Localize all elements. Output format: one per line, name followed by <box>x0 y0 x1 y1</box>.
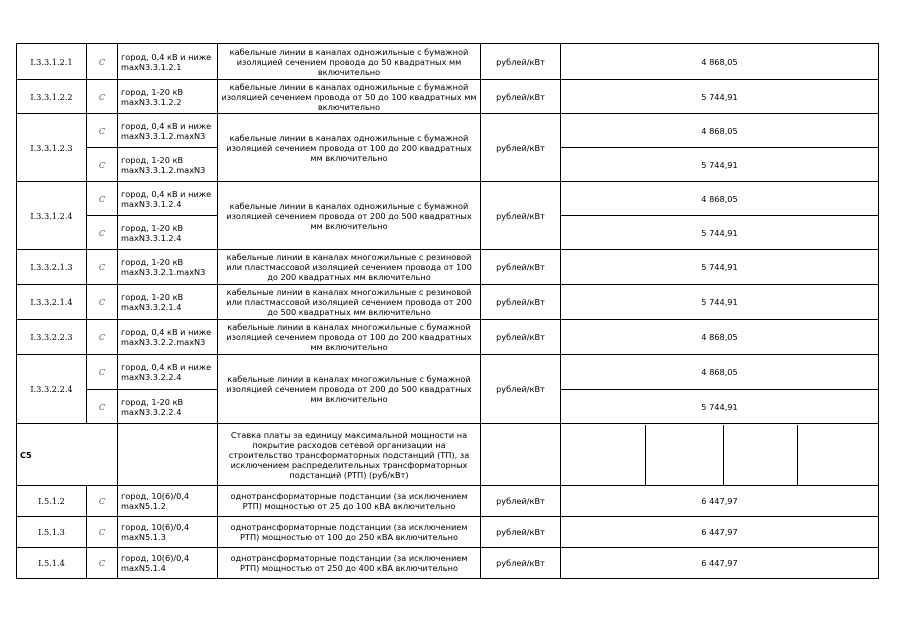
rate-symbol: C <box>87 486 118 517</box>
row-value: 5 744,91 <box>561 148 879 182</box>
row-unit: рублей/кВт <box>481 486 561 517</box>
empty-cell <box>118 424 218 486</box>
row-value: 6 447,97 <box>561 548 879 579</box>
row-unit: рублей/кВт <box>481 517 561 548</box>
row-description: кабельные линии в каналах многожильные с резиновой или пластмассовой изоляцией сечением провода от 100 до 200 квадратных мм включительно <box>218 250 481 285</box>
row-description: однотрансформаторные подстанции (за исключением РТП) мощностью от 250 до 400 кВА включительно <box>218 548 481 579</box>
rate-symbol: C <box>87 250 118 285</box>
section-description: Ставка платы за единицу максимальной мощности на покрытие расходов сетевой организации на строительство трансформаторных подстанций (ТП), за исключением распределительных трансформаторных подстанций (РТП) (руб/кВт) <box>218 424 481 486</box>
row-description: кабельные линии в каналах многожильные с бумажной изоляцией сечением провода от 200 до 500 квадратных мм включительно <box>218 355 481 424</box>
rate-symbol: C <box>87 182 118 216</box>
table-row <box>17 548 879 579</box>
row-code: I.5.1.4 <box>17 548 87 579</box>
table-row <box>17 486 879 517</box>
row-description: кабельные линии в каналах одножильные с бумажной изоляцией сечением провода до 50 квадратных мм включительно <box>218 44 481 80</box>
empty-cell <box>564 425 645 485</box>
row-unit: рублей/кВт <box>481 80 561 114</box>
voltage-level: город, 1-20 кВ maxN3.3.2.1.maxN3 <box>118 250 218 285</box>
row-code: I.5.1.2 <box>17 486 87 517</box>
rate-symbol: C <box>87 355 118 390</box>
rate-symbol: C <box>87 44 118 80</box>
row-value: 5 744,91 <box>561 250 879 285</box>
row-code: I.5.1.3 <box>17 517 87 548</box>
row-unit: рублей/кВт <box>481 285 561 320</box>
rate-symbol: C <box>87 80 118 114</box>
voltage-level: город, 10(6)/0,4 maxN5.1.2 <box>118 486 218 517</box>
voltage-level: город, 1-20 кВ maxN3.3.1.2.maxN3 <box>118 148 218 182</box>
voltage-level: город, 1-20 кВ maxN3.3.2.1.4 <box>118 285 218 320</box>
row-value: 4 868,05 <box>561 44 879 80</box>
table-row <box>17 250 879 285</box>
rate-symbol: C <box>87 548 118 579</box>
table-row <box>17 44 879 80</box>
row-description: кабельные линии в каналах одножильные с бумажной изоляцией сечением провода от 100 до 200 квадратных мм включительно <box>218 114 481 182</box>
row-unit: рублей/кВт <box>481 114 561 182</box>
row-unit: рублей/кВт <box>481 548 561 579</box>
voltage-level: город, 0,4 кВ и ниже maxN3.3.1.2.4 <box>118 182 218 216</box>
row-value: 4 868,05 <box>561 114 879 148</box>
row-unit: рублей/кВт <box>481 182 561 250</box>
empty-cell <box>481 424 561 486</box>
row-value: 6 447,97 <box>561 486 879 517</box>
row-code: I.3.3.1.2.1 <box>17 44 87 80</box>
empty-cell <box>645 425 723 485</box>
row-description: кабельные линии в каналах многожильные с резиновой или пластмассовой изоляцией сечением провода от 200 до 500 квадратных мм включительно <box>218 285 481 320</box>
table-row <box>17 80 879 114</box>
row-unit: рублей/кВт <box>481 355 561 424</box>
row-unit: рублей/кВт <box>481 320 561 355</box>
table-row <box>17 355 879 390</box>
row-code: I.3.3.1.2.3 <box>17 114 87 182</box>
empty-cell <box>797 425 875 485</box>
row-value: 6 447,97 <box>561 517 879 548</box>
voltage-level: город, 0,4 кВ и ниже maxN3.3.2.2.4 <box>118 355 218 390</box>
row-value: 5 744,91 <box>561 80 879 114</box>
row-value: 4 868,05 <box>561 182 879 216</box>
voltage-level: город, 1-20 кВ maxN3.3.1.2.2 <box>118 80 218 114</box>
row-description: кабельные линии в каналах многожильные с бумажной изоляцией сечением провода от 100 до 200 квадратных мм включительно <box>218 320 481 355</box>
row-code: I.3.3.1.2.2 <box>17 80 87 114</box>
row-description: однотрансформаторные подстанции (за исключением РТП) мощностью от 25 до 100 кВА включительно <box>218 486 481 517</box>
row-description: кабельные линии в каналах одножильные с бумажной изоляцией сечением провода от 200 до 500 квадратных мм включительно <box>218 182 481 250</box>
table-row <box>17 285 879 320</box>
rate-symbol: C <box>87 390 118 424</box>
voltage-level: город, 10(6)/0,4 maxN5.1.3 <box>118 517 218 548</box>
row-unit: рублей/кВт <box>481 250 561 285</box>
row-value: 5 744,91 <box>561 285 879 320</box>
row-value: 5 744,91 <box>561 390 879 424</box>
voltage-level: город, 0,4 кВ и ниже maxN3.3.2.2.maxN3 <box>118 320 218 355</box>
empty-cell <box>723 425 797 485</box>
voltage-level: город, 10(6)/0,4 maxN5.1.4 <box>118 548 218 579</box>
rate-symbol: C <box>87 148 118 182</box>
row-description: однотрансформаторные подстанции (за исключением РТП) мощностью от 100 до 250 кВА включительно <box>218 517 481 548</box>
voltage-level: город, 0,4 кВ и ниже maxN3.3.1.2.1 <box>118 44 218 80</box>
voltage-level: город, 1-20 кВ maxN3.3.1.2.4 <box>118 216 218 250</box>
rate-symbol: C <box>87 216 118 250</box>
rate-symbol: C <box>87 114 118 148</box>
table-row <box>17 517 879 548</box>
table-row <box>17 114 879 148</box>
section-code: C5 <box>17 424 118 486</box>
section-row <box>17 424 879 486</box>
tariff-table <box>16 43 879 579</box>
section-value-split <box>561 424 879 486</box>
rate-symbol: C <box>87 517 118 548</box>
row-unit: рублей/кВт <box>481 44 561 80</box>
row-value: 5 744,91 <box>561 216 879 250</box>
split-cells <box>564 425 875 485</box>
table-row <box>17 182 879 216</box>
voltage-level: город, 0,4 кВ и ниже maxN3.3.1.2.maxN3 <box>118 114 218 148</box>
voltage-level: город, 1-20 кВ maxN3.3.2.2.4 <box>118 390 218 424</box>
table-row <box>17 320 879 355</box>
row-code: I.3.3.1.2.4 <box>17 182 87 250</box>
row-code: I.3.3.2.1.3 <box>17 250 87 285</box>
row-code: I.3.3.2.1.4 <box>17 285 87 320</box>
row-code: I.3.3.2.2.3 <box>17 320 87 355</box>
row-value: 4 868,05 <box>561 355 879 390</box>
row-description: кабельные линии в каналах одножильные с бумажной изоляцией сечением провода от 50 до 100 квадратных мм включительно <box>218 80 481 114</box>
rate-symbol: C <box>87 320 118 355</box>
row-code: I.3.3.2.2.4 <box>17 355 87 424</box>
row-value: 4 868,05 <box>561 320 879 355</box>
rate-symbol: C <box>87 285 118 320</box>
